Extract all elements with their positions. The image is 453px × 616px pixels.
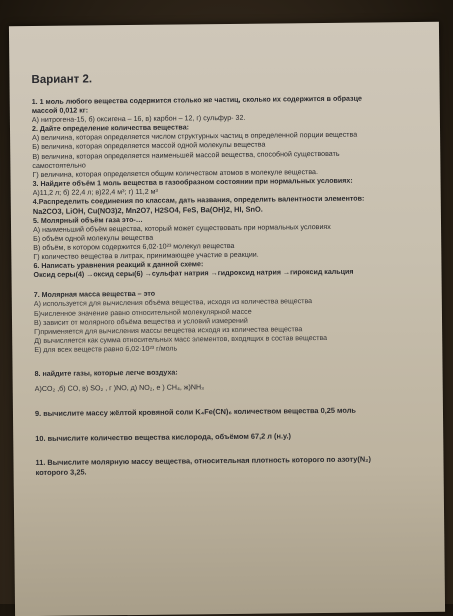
question-5-answer-d: Г) количество вещества в литрах, принимающее участие в реакции. xyxy=(33,250,259,262)
question-5-answer-a: А) наименьший объём вещества, который может существовать при нормальных условиях xyxy=(33,222,331,234)
question-3: 3. Найдите объём 1 моль вещества в газообразном состоянии при нормальных условиях: xyxy=(32,176,353,188)
question-4-compounds: Na2CO3, LiOH, Cu(NO3)2, Mn2O7, H2SO4, FeS, Ba(OH)2, HI, SnO. xyxy=(32,204,263,217)
question-7-answer-c: В) зависит от молярного объёма вещества и условий измерений xyxy=(33,316,248,327)
question-2-answer-b: Б) величина, которая определяется массой одной молекулы вещества xyxy=(32,141,266,152)
question-2-answer-d: Г) величина, которая определяется общим количеством атомов в молекуле вещества. xyxy=(32,167,318,179)
question-6-scheme: Оксид серы(4) →оксид серы(6) →сульфат натрия →гидроксид натрия →гироксид кальция xyxy=(33,267,354,280)
question-5-answer-c: В) объём, в котором содержится 6,02·10²³ молекул вещества xyxy=(33,241,235,253)
question-8-answers: А)CO₂ ,б) CO, в) SO₂ , г )NO, д) NO₂, е ) CH₄, ж)NH₃ xyxy=(34,383,205,394)
question-7-answer-d: Г)применяется для вычисления массы вещества исходя из количества вещества xyxy=(34,324,303,336)
question-2-answer-a: А) величина, которая определяется числом структурных частиц в определенной порции вещества xyxy=(32,131,358,143)
question-2-answer-c-cont: самостоятельно xyxy=(32,161,86,170)
paper-sheet xyxy=(9,22,445,616)
question-1-answers: А) нитрогена-15, б) оксигена – 16, в) карбон – 12, г) сульфур- 32. xyxy=(31,113,246,125)
question-1-line-1: 1. 1 моль любого вещества содержится столько же частиц, сколько их содержится в образце xyxy=(31,94,362,107)
question-6: 6. Написать уравнения реакций к данной схеме: xyxy=(33,260,204,271)
question-9: 9. вычислите массу жёлтой кровяной соли K₄Fe(CN)₆ количеством вещества 0,25 моль xyxy=(34,405,356,419)
question-2-answer-c: В) величина, которая определяется наименьшей массой вещества, способной существовать xyxy=(32,149,340,161)
question-7-answer-f: Е) для всех веществ равно 6,02·10²³ г/моль xyxy=(34,344,178,354)
question-7-answer-b: Б)численное значение равно относительной молекулярной массе xyxy=(33,307,252,318)
question-11-line-1: 11. Вычислите молярную массу вещества, относительная плотность которого по азоту(N₂) xyxy=(35,454,371,468)
question-7-answer-a: А) используется для вычисления объёма вещества, исходя из количества вещества xyxy=(33,297,313,309)
question-1-line-2: массой 0,012 кг: xyxy=(31,106,89,116)
question-11-line-2: которого 3,25. xyxy=(35,467,87,478)
question-7-answer-e: Д) вычисляется как сумма относительных масс элементов, входящих в состав вещества xyxy=(34,333,328,345)
question-7: 7. Молярная масса вещества – это xyxy=(33,290,156,300)
page-title: Вариант 2. xyxy=(31,73,93,87)
document-content xyxy=(31,70,431,478)
question-5: 5. Молярный объём газа это-… xyxy=(32,215,143,225)
question-2: 2. Дайте определение количества вещества: xyxy=(31,123,190,134)
question-8: 8. найдите газы, которые легче воздуха: xyxy=(34,368,178,379)
question-3-answers: А)11,2 л; б) 22,4 л; в)22,4 м³; г) 11,2 м³ xyxy=(32,187,158,197)
question-5-answer-b: Б) объём одной молекулы вещества xyxy=(33,233,154,243)
question-10: 10. вычислите количество вещества кислорода, объёмом 67,2 л (н.у.) xyxy=(35,431,292,443)
question-4: 4.Распределить соединения по классам, дать названия, определить валентности элементов: xyxy=(32,194,365,207)
